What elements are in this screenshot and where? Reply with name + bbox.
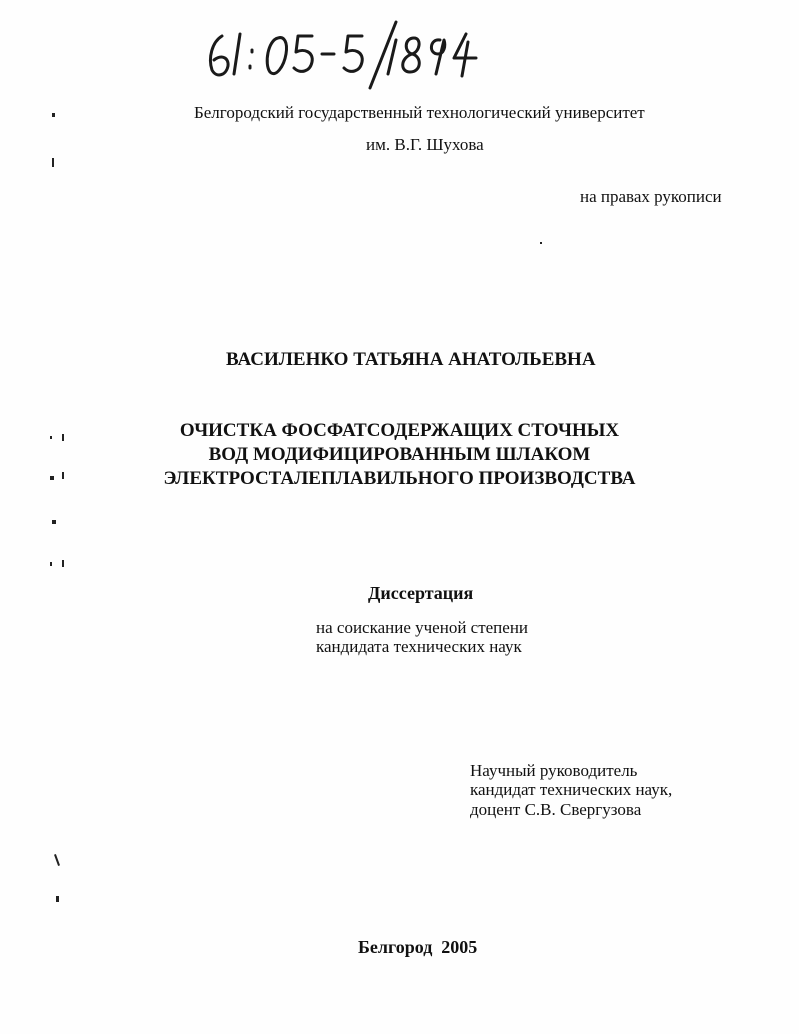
- scan-mark: [50, 562, 52, 566]
- degree-line: на соискание ученой степени: [316, 618, 529, 637]
- thesis-title-line: ОЧИСТКА ФОСФАТСОДЕРЖАЩИХ СТОЧНЫХ: [179, 420, 620, 441]
- university-name: Белгородский государственный технологический университет: [194, 103, 645, 122]
- scan-mark: [540, 242, 542, 244]
- degree-line: кандидата технических наук: [316, 637, 522, 656]
- scan-mark: [56, 896, 59, 902]
- scan-mark: [54, 854, 60, 866]
- manuscript-note: на правах рукописи: [580, 187, 722, 206]
- supervisor-line: Научный руководитель: [470, 761, 638, 780]
- supervisor-line: кандидат технических наук,: [470, 780, 673, 799]
- scan-mark: [52, 113, 55, 117]
- scan-mark: [52, 520, 56, 524]
- supervisor-line: доцент С.В. Свергузова: [470, 800, 642, 819]
- university-named-after: им. В.Г. Шухова: [366, 135, 484, 154]
- city-year: Белгород 2005: [358, 937, 478, 957]
- handwritten-archive-code: [200, 14, 490, 94]
- author-name: ВАСИЛЕНКО ТАТЬЯНА АНАТОЛЬЕВНА: [226, 349, 596, 370]
- scan-mark: [62, 560, 64, 567]
- scan-mark: [52, 158, 54, 167]
- thesis-title-line: ЭЛЕКТРОСТАЛЕПЛАВИЛЬНОГО ПРОИЗВОДСТВА: [163, 468, 636, 489]
- work-type: Диссертация: [368, 583, 474, 603]
- thesis-title-line: ВОД МОДИФИЦИРОВАННЫМ ШЛАКОМ: [208, 444, 591, 465]
